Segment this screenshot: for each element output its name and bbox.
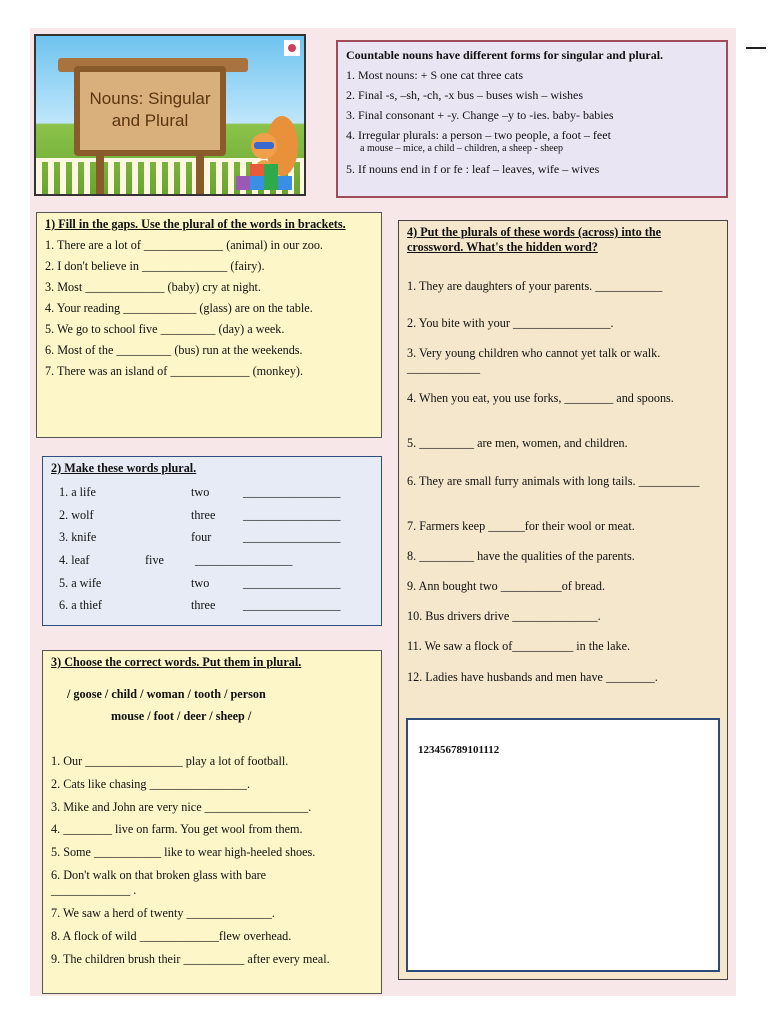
exercise-4-title: 4) Put the plurals of these words (across) into the crossword. What's the hidden word? <box>407 225 662 254</box>
letter-blocks-icon <box>236 164 298 194</box>
exercise-2-title: 2) Make these words plural. <box>51 461 197 475</box>
exercise-2-blank[interactable]: ________________ <box>243 485 341 499</box>
exercise-1-item: 2. I don't believe in ______________ (fairy). <box>45 259 265 273</box>
exercise-2-number: five <box>145 553 164 567</box>
rule-item: 2. Final -s, –sh, -ch, -x bus – buses wish – wishes <box>346 88 583 102</box>
exercise-3-item: 4. ________ live on farm. You get wool from them. <box>51 822 303 836</box>
rules-heading: Countable nouns have different forms for singular and plural. <box>346 48 664 62</box>
exercise-2-number: three <box>191 508 216 522</box>
logo-icon <box>284 40 300 56</box>
exercise-2-number: two <box>191 485 210 499</box>
sign-post <box>196 154 204 194</box>
exercise-4-item: 11. We saw a flock of__________ in the lake. <box>407 639 631 653</box>
exercise-3-item: 7. We saw a herd of twenty ______________. <box>51 906 275 920</box>
exercise-1-item: 4. Your reading ____________ (glass) are on the table. <box>45 301 313 315</box>
rules-box <box>336 40 728 198</box>
exercise-4-item: 4. When you eat, you use forks, ________ and spoons. <box>407 391 674 405</box>
exercise-4-item: 9. Ann bought two __________of bread. <box>407 579 606 593</box>
divider-dash <box>746 47 766 49</box>
exercise-4-item: 2. You bite with your ________________. <box>407 316 614 330</box>
title-sign <box>74 66 226 156</box>
exercise-3-title: 3) Choose the correct words. Put them in plural. <box>51 655 302 669</box>
exercise-1-title: 1) Fill in the gaps. Use the plural of the words in brackets. <box>45 217 346 231</box>
exercise-2 <box>42 456 382 626</box>
exercise-2-blank[interactable]: ________________ <box>243 508 341 522</box>
exercise-2-blank[interactable]: ________________ <box>243 576 341 590</box>
exercise-2-blank[interactable]: ________________ <box>195 553 293 567</box>
exercise-3-item: 5. Some ___________ like to wear high-heeled shoes. <box>51 845 316 859</box>
exercise-2-word: 6. a thief <box>59 598 102 612</box>
crossword-numbers: 123456789101112 <box>418 744 500 756</box>
rule-item: a mouse – mice, a child – children, a sheep - sheep <box>360 143 563 154</box>
exercise-2-blank[interactable]: ________________ <box>243 530 341 544</box>
rule-item: 4. Irregular plurals: a person – two people, a foot – feet <box>346 128 611 142</box>
exercise-1 <box>36 212 382 438</box>
exercise-4-item: 6. They are small furry animals with long tails. __________ <box>407 474 700 488</box>
exercise-2-blank[interactable]: ________________ <box>243 598 341 612</box>
exercise-3-item: 2. Cats like chasing ________________. <box>51 777 251 791</box>
exercise-4-item: 5. _________ are men, women, and children. <box>407 436 628 450</box>
exercise-2-number: four <box>191 530 212 544</box>
exercise-4-item: 3. Very young children who cannot yet talk or walk. ____________ <box>407 346 661 375</box>
exercise-2-word: 4. leaf <box>59 553 90 567</box>
exercise-3-item: 9. The children brush their __________ after every meal. <box>51 952 330 966</box>
title-banner <box>34 34 306 196</box>
exercise-3-item: 8. A flock of wild _____________flew overhead. <box>51 929 292 943</box>
exercise-1-item: 3. Most _____________ (baby) cry at night. <box>45 280 261 294</box>
exercise-2-word: 2. wolf <box>59 508 94 522</box>
exercise-4-item: 1. They are daughters of your parents. ___________ <box>407 279 663 293</box>
title-line-2: and Plural <box>111 111 189 130</box>
exercise-4-item: 7. Farmers keep ______for their wool or meat. <box>407 519 635 533</box>
exercise-2-number: two <box>191 576 210 590</box>
crossword-box[interactable] <box>406 718 720 972</box>
exercise-1-item: 1. There are a lot of _____________ (animal) in our zoo. <box>45 238 323 252</box>
exercise-2-word: 1. a life <box>59 485 96 499</box>
rule-item: 3. Final consonant + -y. Change –y to -ies. baby- babies <box>346 108 614 122</box>
exercise-4-item: 8. _________ have the qualities of the parents. <box>407 549 635 563</box>
word-bank-line-2: mouse / foot / deer / sheep / <box>111 709 252 723</box>
exercise-3-item: 3. Mike and John are very nice _________________. <box>51 800 312 814</box>
exercise-3-item: 1. Our ________________ play a lot of football. <box>51 754 289 768</box>
rule-item: 5. If nouns end in f or fe : leaf – leaves, wife – wives <box>346 162 600 176</box>
exercise-3-item: 6. Don't walk on that broken glass with bare _____________ . <box>51 868 267 897</box>
exercise-2-number: three <box>191 598 216 612</box>
exercise-4-item: 12. Ladies have husbands and men have ________. <box>407 670 658 684</box>
word-bank-line-1: / goose / child / woman / tooth / person <box>67 687 266 701</box>
exercise-2-word: 5. a wife <box>59 576 102 590</box>
sign-post <box>96 154 104 194</box>
exercise-1-item: 5. We go to school five _________ (day) a week. <box>45 322 285 336</box>
exercise-1-item: 6. Most of the _________ (bus) run at the weekends. <box>45 343 303 357</box>
exercise-4-item: 10. Bus drivers drive ______________. <box>407 609 601 623</box>
exercise-2-word: 3. knife <box>59 530 97 544</box>
exercise-3 <box>42 650 382 994</box>
exercise-1-item: 7. There was an island of _____________ (monkey). <box>45 364 304 378</box>
rule-item: 1. Most nouns: + S one cat three cats <box>346 68 524 82</box>
title-line-1: Nouns: Singular <box>89 89 211 108</box>
